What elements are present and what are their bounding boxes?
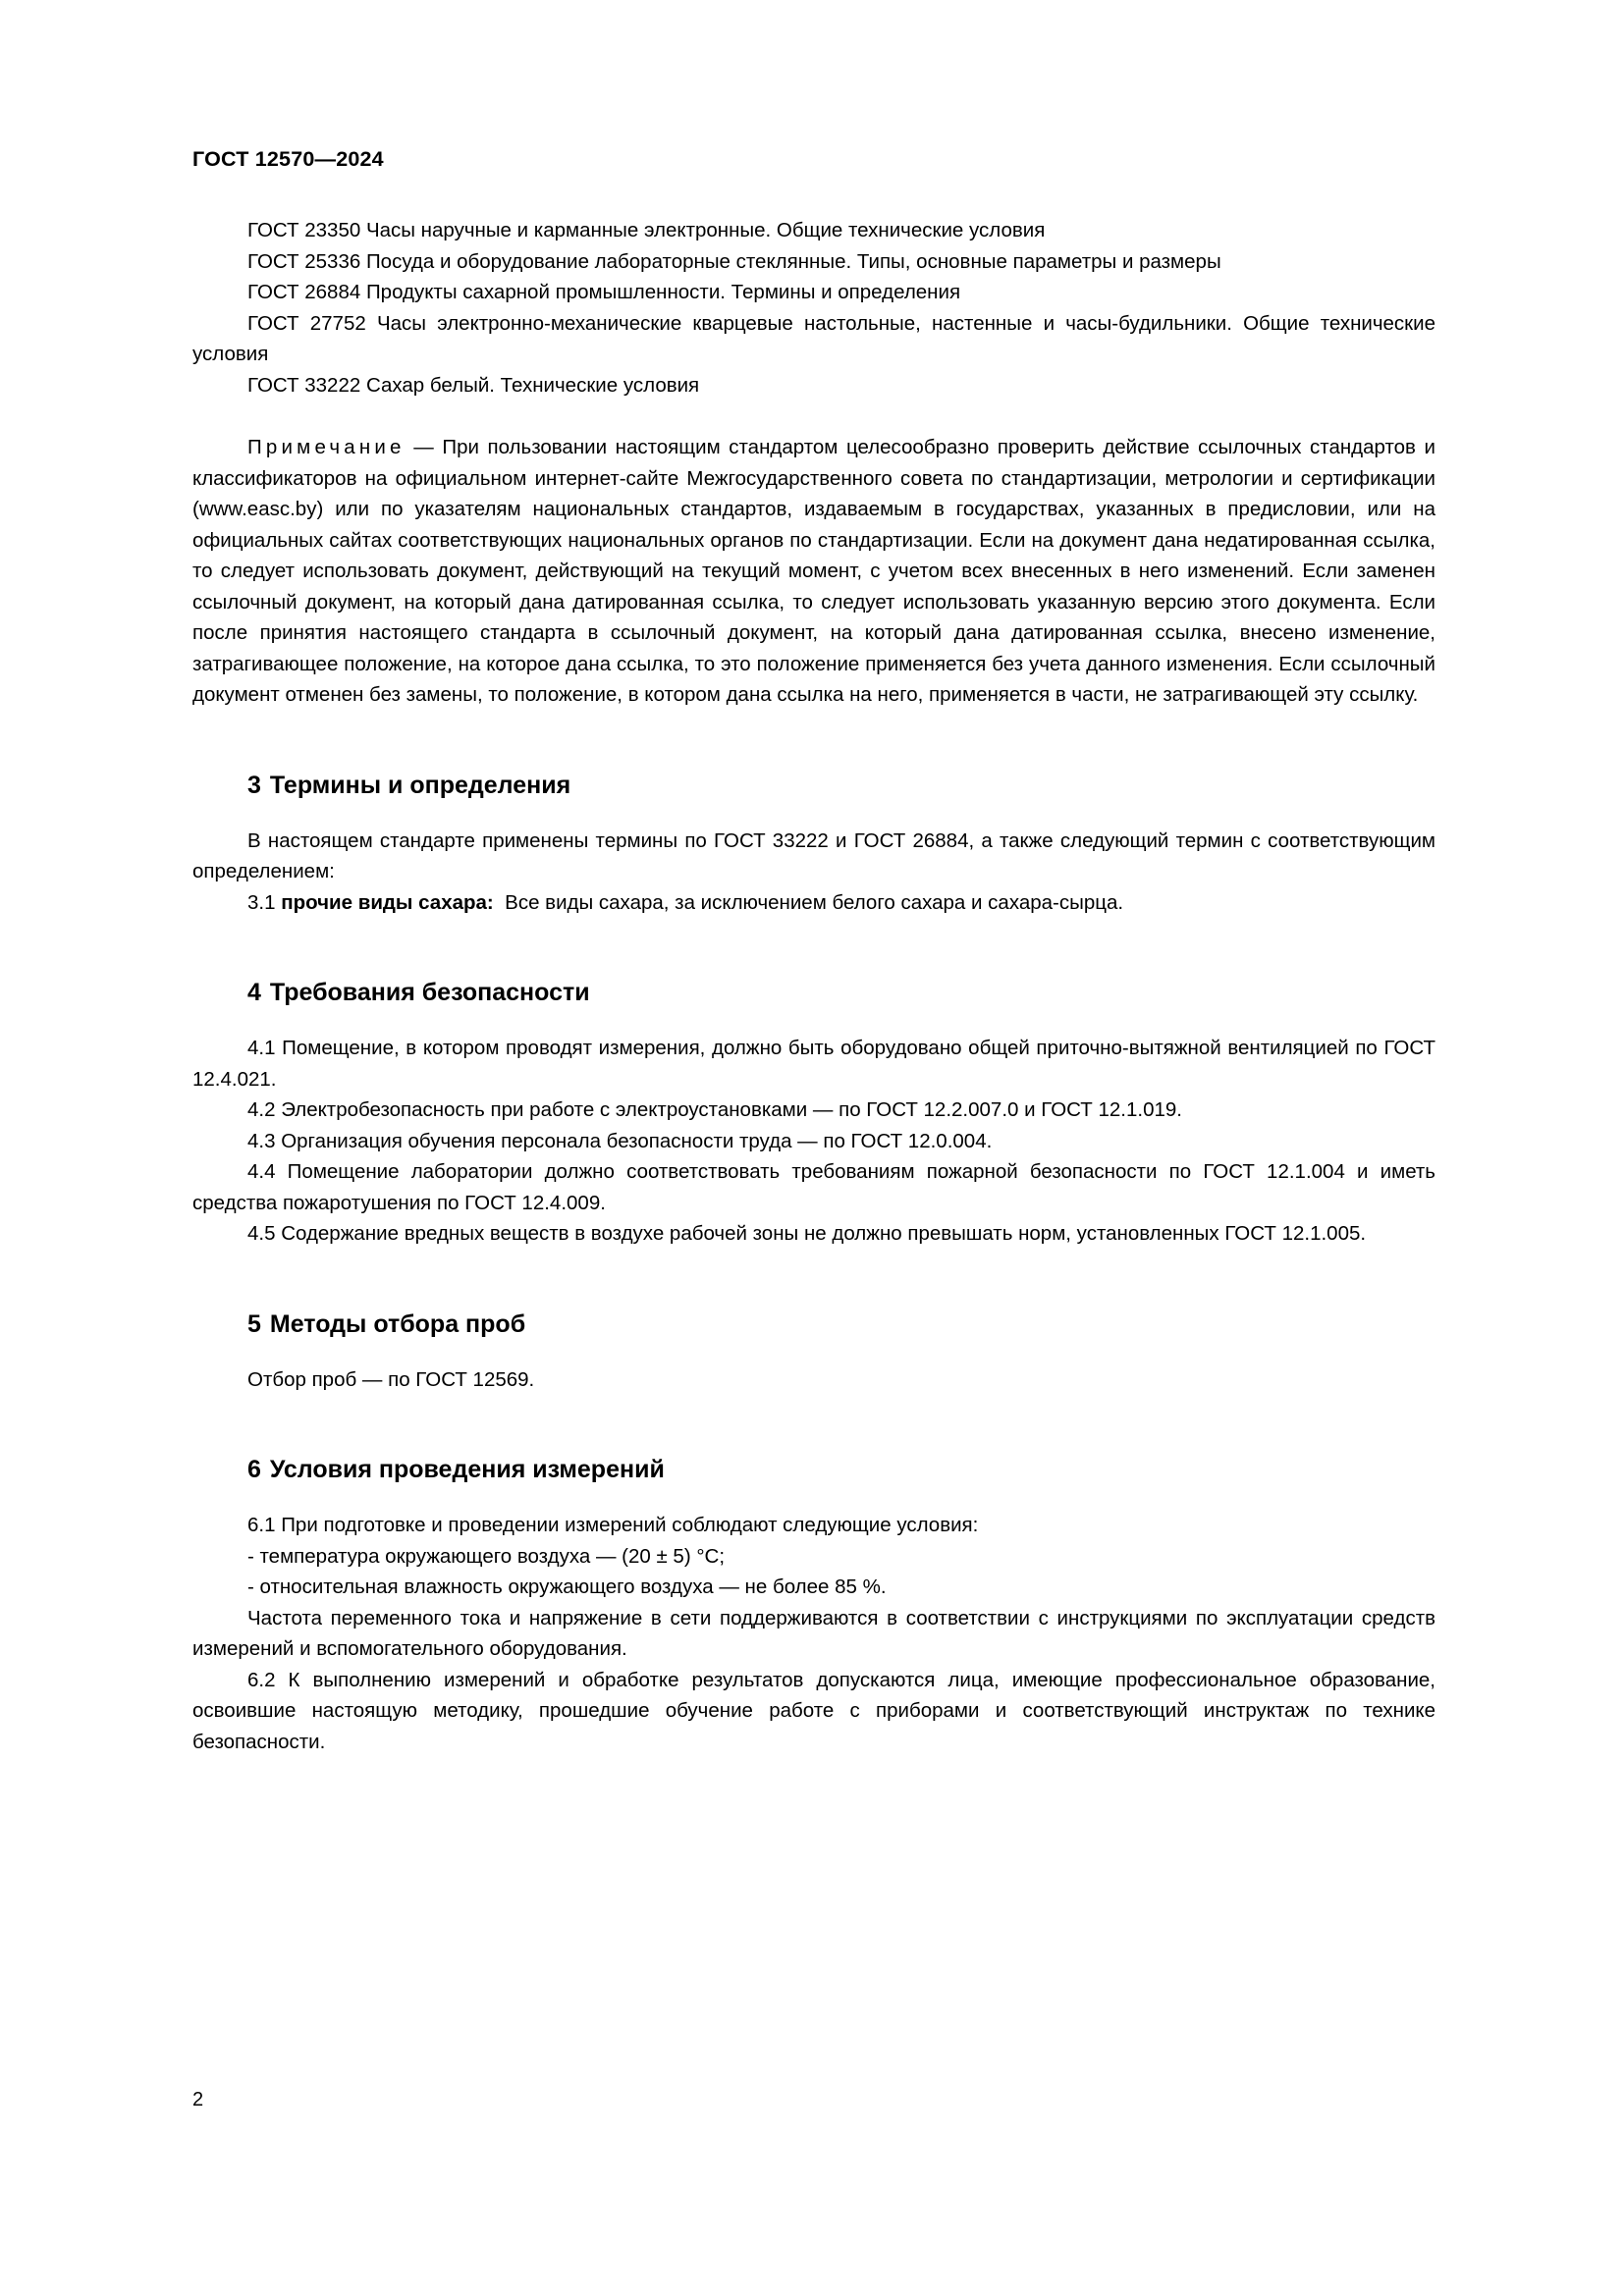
condition-humidity: - относительная влажность окружающего воздуха — не более 85 %.: [247, 1575, 887, 1598]
clause-4-1: 4.1 Помещение, в котором проводят измерения, должно быть оборудовано общей приточно-вытяжной вентиляцией по ГОСТ 12.4.021.: [192, 1037, 1435, 1091]
definition-number: 3.1: [247, 890, 276, 914]
clause-4-4: 4.4 Помещение лаборатории должно соответствовать требованиям пожарной безопасности по ГОСТ 12.1.004 и иметь средства пожаротушения по ГОСТ 12.4.009.: [192, 1160, 1435, 1214]
reference-item: ГОСТ 23350 Часы наручные и карманные электронные. Общие технические условия: [247, 219, 1046, 241]
running-head: ГОСТ 12570—2024: [192, 147, 384, 171]
clause-4-2: 4.2 Электробезопасность при работе с электроустановками — по ГОСТ 12.2.007.0 и ГОСТ 12.1.019.: [247, 1098, 1182, 1121]
section-number: 3: [247, 771, 261, 799]
clause-6-2: 6.2 К выполнению измерений и обработке результатов допускаются лица, имеющие профессиональное образование, освоившие настоящую методику, прошедшие обучение работе с приборами и соответствующий инструктаж по технике безопасности.: [192, 1668, 1435, 1753]
section-title: Условия проведения измерений: [269, 1456, 665, 1483]
section-title: Требования безопасности: [269, 979, 590, 1006]
section-3-intro: В настоящем стандарте применены термины по ГОСТ 33222 и ГОСТ 26884, а также следующий термин с соответствующим определением:: [192, 828, 1435, 882]
clause-4-5: 4.5 Содержание вредных веществ в воздухе рабочей зоны не должно превышать норм, установленных ГОСТ 12.1.005.: [247, 1222, 1367, 1245]
note-dash: —: [405, 436, 443, 458]
definition-text: Все виды сахара, за исключением белого сахара и сахара-сырца.: [505, 890, 1124, 914]
section-heading-4: [192, 979, 1435, 1007]
reference-item: ГОСТ 27752 Часы электронно-механические кварцевые настольные, настенные и часы-будильники. Общие технические условия: [192, 311, 1435, 365]
section-number: 6: [247, 1456, 261, 1483]
section-number: 5: [247, 1309, 261, 1338]
clause-6-1: 6.1 При подготовке и проведении измерений соблюдают следующие условия:: [247, 1514, 979, 1536]
section-title: Методы отбора проб: [269, 1309, 526, 1338]
section-number: 4: [247, 979, 261, 1006]
reference-item: ГОСТ 25336 Посуда и оборудование лабораторные стеклянные. Типы, основные параметры и размеры: [247, 249, 1221, 273]
page-number: 2: [192, 2089, 204, 2110]
section-title: Термины и определения: [269, 771, 571, 799]
note-label: Примечание: [247, 436, 406, 458]
section-heading-6: [192, 1456, 1435, 1484]
definition-3-1: [192, 887, 1435, 919]
note-text: При пользовании настоящим стандартом целесообразно проверить действие ссылочных стандартов и классификаторов на официальном интернет-сайте Межгосударственного совета по стандартизации, метрологии и сертификации (www.easc.by) или по указателям национальных стандартов, издаваемым в государствах, указанных в предисловии, или на официальных сайтах соответствующих национальных органов по стандартизации. Если на документ дана недатированная ссылка, то следует использовать документ, действующий на текущий момент, с учетом всех внесенных в него изменений. Если заменен ссылочный документ, на который дана датированная ссылка, то следует использовать указанную версию этого документа. Если после принятия настоящего стандарта в ссылочный документ, на который дана датированная ссылка, внесено изменение, затрагивающее положение, на которое дана ссылка, то это положение применяется без учета данного изменения. Если ссылочный документ отменен без замены, то положение, в котором дана ссылка на него, применяется в части, не затрагивающей эту ссылку.: [192, 436, 1435, 706]
note-block: [192, 432, 1435, 711]
section-heading-3: [192, 772, 1435, 800]
reference-item: ГОСТ 26884 Продукты сахарной промышленности. Термины и определения: [247, 281, 961, 303]
condition-temperature: - температура окружающего воздуха — (20 ± 5) °C;: [247, 1544, 726, 1568]
definition-term: прочие виды сахара:: [281, 890, 494, 914]
page-content: [192, 147, 1435, 1757]
reference-item: ГОСТ 33222 Сахар белый. Технические условия: [247, 373, 700, 397]
section-5-body: Отбор проб — по ГОСТ 12569.: [247, 1367, 535, 1391]
section-6-paragraph: Частота переменного тока и напряжение в сети поддерживаются в соответствии с инструкциями по эксплуатации средств измерений и вспомогательного оборудования.: [192, 1606, 1435, 1660]
clause-4-3: 4.3 Организация обучения персонала безопасности труда — по ГОСТ 12.0.004.: [247, 1129, 993, 1152]
section-heading-5: [192, 1310, 1435, 1339]
